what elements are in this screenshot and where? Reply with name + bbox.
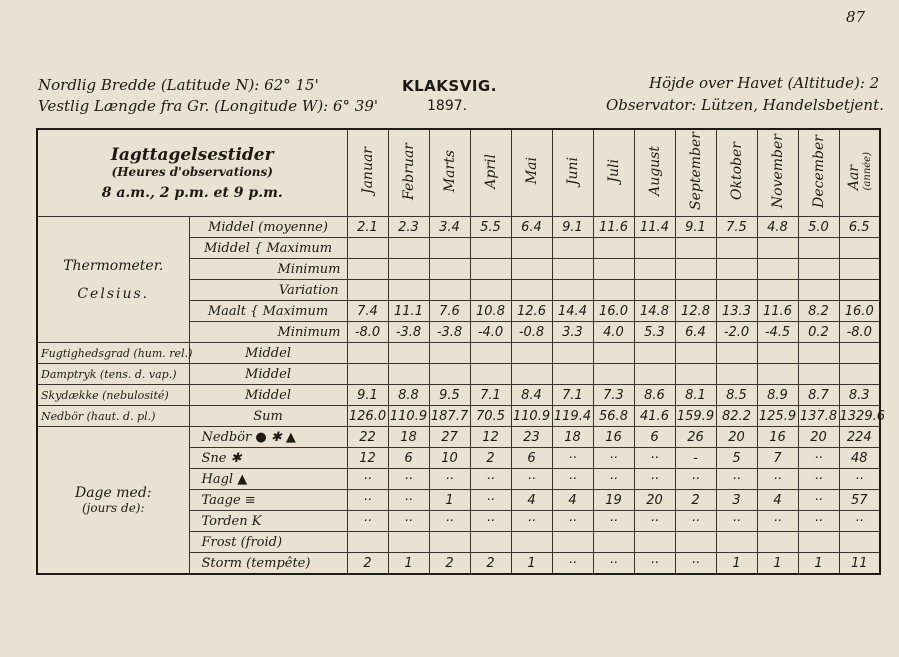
year-value-cell: ·· <box>839 469 880 490</box>
mean-label: Middel (moyenne) <box>189 217 347 238</box>
value-cell <box>347 259 388 280</box>
value-cell: 5.0 <box>798 217 839 238</box>
days-label-cell <box>37 427 189 575</box>
value-cell: 125.9 <box>757 406 798 427</box>
year-value-cell <box>839 280 880 301</box>
value-cell <box>798 532 839 553</box>
value-cell: 14.4 <box>552 301 593 322</box>
value-cell <box>552 238 593 259</box>
value-cell: 1 <box>798 553 839 575</box>
year-value-cell: 48 <box>839 448 880 469</box>
value-cell: -3.8 <box>388 322 429 343</box>
value-cell <box>552 532 593 553</box>
value-cell <box>593 280 634 301</box>
value-cell <box>388 343 429 364</box>
value-cell: 7 <box>757 448 798 469</box>
value-cell <box>716 532 757 553</box>
value-cell: 2 <box>470 448 511 469</box>
value-cell <box>388 280 429 301</box>
value-cell <box>593 238 634 259</box>
value-cell: 8.6 <box>634 385 675 406</box>
value-cell: 11.1 <box>388 301 429 322</box>
value-cell <box>347 343 388 364</box>
value-cell: 18 <box>388 427 429 448</box>
value-cell: 6 <box>511 448 552 469</box>
value-cell: ·· <box>388 490 429 511</box>
value-cell: 1 <box>388 553 429 575</box>
month-header: Februar <box>400 142 417 200</box>
value-cell: 1 <box>511 553 552 575</box>
value-cell <box>511 280 552 301</box>
value-cell <box>593 259 634 280</box>
cloud-stat: Middel <box>189 385 347 406</box>
times-value: 8 a.m., 2 p.m. et 9 p.m. <box>101 185 283 201</box>
value-cell: ·· <box>716 469 757 490</box>
year: 1897. <box>427 98 468 114</box>
month-header: Marts <box>441 149 458 193</box>
maximum-label: Maximum <box>266 240 333 256</box>
year-value-cell: 16.0 <box>839 301 880 322</box>
value-cell <box>757 238 798 259</box>
value-cell <box>552 343 593 364</box>
value-cell: 14.8 <box>634 301 675 322</box>
year-label: Aar <box>845 165 862 191</box>
value-cell: 2 <box>347 553 388 575</box>
value-cell <box>716 259 757 280</box>
value-cell <box>757 532 798 553</box>
value-cell <box>347 238 388 259</box>
value-cell <box>429 532 470 553</box>
year-value-cell <box>839 343 880 364</box>
value-cell: 1 <box>716 553 757 575</box>
value-cell: ·· <box>798 511 839 532</box>
value-cell: 5.5 <box>470 217 511 238</box>
value-cell: ·· <box>593 553 634 575</box>
value-cell: 4 <box>757 490 798 511</box>
value-cell: ·· <box>757 511 798 532</box>
value-cell: 20 <box>798 427 839 448</box>
value-cell: 3 <box>716 490 757 511</box>
value-cell <box>798 238 839 259</box>
mean-temp-row <box>37 217 880 238</box>
value-cell <box>552 364 593 385</box>
mean-maximum-label: Middel { Maximum <box>189 238 347 259</box>
middel-label: Middel <box>203 240 250 256</box>
value-cell: -8.0 <box>347 322 388 343</box>
cloud-row <box>37 385 880 406</box>
value-cell: -3.8 <box>429 322 470 343</box>
value-cell: 22 <box>347 427 388 448</box>
value-cell: 126.0 <box>347 406 388 427</box>
value-cell: 16.0 <box>593 301 634 322</box>
value-cell: 0.2 <box>798 322 839 343</box>
value-cell: 6.4 <box>511 217 552 238</box>
value-cell <box>388 532 429 553</box>
value-cell <box>634 238 675 259</box>
longitude-line: Vestlig Længde fra Gr. (Longitude W): 6° 39' <box>38 97 379 115</box>
value-cell: 2.3 <box>388 217 429 238</box>
value-cell: 2 <box>429 553 470 575</box>
value-cell <box>552 280 593 301</box>
vapor-row <box>37 364 880 385</box>
value-cell <box>511 532 552 553</box>
value-cell <box>634 364 675 385</box>
observer-line: Observator: Lützen, Handelsbetjent. <box>606 96 884 114</box>
year-value-cell: 8.3 <box>839 385 880 406</box>
year-value-cell: 224 <box>839 427 880 448</box>
value-cell: 1 <box>757 553 798 575</box>
value-cell: -0.8 <box>511 322 552 343</box>
year-sublabel: (année) <box>861 151 873 191</box>
value-cell: ·· <box>347 490 388 511</box>
value-cell: ·· <box>470 469 511 490</box>
value-cell: 2 <box>470 553 511 575</box>
value-cell <box>757 259 798 280</box>
value-cell: 10 <box>429 448 470 469</box>
value-cell: ·· <box>552 469 593 490</box>
altitude-line: Höjde over Havet (Altitude): 2 <box>649 74 880 92</box>
value-cell <box>347 280 388 301</box>
maalt-minimum-label: Minimum <box>189 322 347 343</box>
value-cell: 16 <box>593 427 634 448</box>
value-cell: ·· <box>716 511 757 532</box>
value-cell: 9.1 <box>347 385 388 406</box>
celsius-label: Celsius. <box>77 285 150 302</box>
value-cell: 6 <box>388 448 429 469</box>
value-cell <box>675 238 716 259</box>
value-cell <box>716 238 757 259</box>
year-value-cell: 11 <box>839 553 880 575</box>
precip-row <box>37 406 880 427</box>
value-cell: 13.3 <box>716 301 757 322</box>
value-cell: -4.5 <box>757 322 798 343</box>
value-cell: ·· <box>634 511 675 532</box>
value-cell: 11.4 <box>634 217 675 238</box>
value-cell: ·· <box>511 511 552 532</box>
value-cell: 12 <box>347 448 388 469</box>
value-cell: 10.8 <box>470 301 511 322</box>
year-value-cell: 1329.6 <box>839 406 880 427</box>
days-row <box>37 427 880 448</box>
value-cell: 8.8 <box>388 385 429 406</box>
value-cell: 4.0 <box>593 322 634 343</box>
days-category: Sne ✱ <box>189 448 347 469</box>
year-header <box>839 129 880 217</box>
value-cell <box>388 364 429 385</box>
value-cell <box>429 364 470 385</box>
value-cell: 11.6 <box>593 217 634 238</box>
value-cell: ·· <box>552 448 593 469</box>
month-header: December <box>810 134 827 208</box>
maalt-maximum-label: Maalt { Maximum <box>189 301 347 322</box>
value-cell <box>593 364 634 385</box>
year-value-cell <box>839 238 880 259</box>
humidity-stat: Middel <box>189 343 347 364</box>
value-cell <box>470 532 511 553</box>
value-cell: 8.1 <box>675 385 716 406</box>
value-cell: ·· <box>429 469 470 490</box>
value-cell: 6 <box>634 427 675 448</box>
value-cell: 12.8 <box>675 301 716 322</box>
value-cell <box>675 343 716 364</box>
value-cell: 6.4 <box>675 322 716 343</box>
value-cell: 82.2 <box>716 406 757 427</box>
vapor-label: Damptryk (tens. d. vap.) <box>37 364 189 385</box>
value-cell: 12.6 <box>511 301 552 322</box>
value-cell <box>798 364 839 385</box>
month-header: November <box>769 133 786 209</box>
value-cell <box>716 364 757 385</box>
maalt-max-label: Maximum <box>262 303 329 319</box>
vapor-stat: Middel <box>189 364 347 385</box>
value-cell: 27 <box>429 427 470 448</box>
value-cell: ·· <box>798 490 839 511</box>
value-cell: 8.4 <box>511 385 552 406</box>
days-category: Taage ≡ <box>189 490 347 511</box>
month-header: September <box>687 132 704 210</box>
value-cell <box>347 364 388 385</box>
value-cell: 110.9 <box>511 406 552 427</box>
value-cell: 110.9 <box>388 406 429 427</box>
value-cell: ·· <box>593 511 634 532</box>
value-cell: 11.6 <box>757 301 798 322</box>
observation-table <box>36 128 885 575</box>
value-cell: 1 <box>429 490 470 511</box>
value-cell <box>552 259 593 280</box>
value-cell <box>798 343 839 364</box>
value-cell: 19 <box>593 490 634 511</box>
value-cell <box>593 532 634 553</box>
value-cell: 26 <box>675 427 716 448</box>
value-cell: 8.5 <box>716 385 757 406</box>
value-cell: ·· <box>552 553 593 575</box>
value-cell: 2 <box>675 490 716 511</box>
value-cell <box>757 343 798 364</box>
value-cell: ·· <box>347 469 388 490</box>
value-cell <box>511 364 552 385</box>
value-cell: 8.2 <box>798 301 839 322</box>
value-cell <box>675 364 716 385</box>
value-cell: -2.0 <box>716 322 757 343</box>
value-cell: ·· <box>798 469 839 490</box>
value-cell: 8.7 <box>798 385 839 406</box>
value-cell <box>511 343 552 364</box>
value-cell: -4.0 <box>470 322 511 343</box>
days-category: Frost (froid) <box>189 532 347 553</box>
value-cell <box>593 343 634 364</box>
value-cell <box>388 259 429 280</box>
value-cell: 23 <box>511 427 552 448</box>
value-cell <box>634 532 675 553</box>
value-cell <box>470 259 511 280</box>
humidity-label: Fugtighedsgrad (hum. rel.) <box>37 343 189 364</box>
value-cell: 12 <box>470 427 511 448</box>
value-cell: ·· <box>798 448 839 469</box>
month-header: April <box>482 153 499 189</box>
value-cell <box>675 280 716 301</box>
value-cell: 2.1 <box>347 217 388 238</box>
month-header: Juni <box>564 156 581 186</box>
value-cell: 7.4 <box>347 301 388 322</box>
value-cell: ·· <box>470 490 511 511</box>
value-cell: 8.9 <box>757 385 798 406</box>
days-category: Storm (tempête) <box>189 553 347 575</box>
value-cell <box>634 259 675 280</box>
mean-minimum-label: Minimum <box>189 259 347 280</box>
value-cell <box>675 532 716 553</box>
value-cell: 18 <box>552 427 593 448</box>
value-cell: 3.3 <box>552 322 593 343</box>
value-cell: 3.4 <box>429 217 470 238</box>
station-name: KLAKSVIG. <box>402 77 497 95</box>
value-cell <box>429 259 470 280</box>
thermometer-label: Thermometer. <box>63 257 164 274</box>
days-category: Nedbör ● ✱ ▲ <box>189 427 347 448</box>
month-header: Mai <box>523 157 540 185</box>
header-row <box>37 129 880 217</box>
year-value-cell <box>839 364 880 385</box>
year-value-cell <box>839 532 880 553</box>
value-cell <box>798 280 839 301</box>
value-cell: 5 <box>716 448 757 469</box>
value-cell <box>798 259 839 280</box>
value-cell: 7.5 <box>716 217 757 238</box>
value-cell: 70.5 <box>470 406 511 427</box>
humidity-row <box>37 343 880 364</box>
value-cell <box>634 280 675 301</box>
value-cell <box>470 343 511 364</box>
value-cell: ·· <box>634 448 675 469</box>
value-cell: ·· <box>388 511 429 532</box>
value-cell <box>757 364 798 385</box>
value-cell <box>757 280 798 301</box>
value-cell <box>470 280 511 301</box>
value-cell: 9.1 <box>675 217 716 238</box>
precip-label: Nedbör (haut. d. pl.) <box>37 406 189 427</box>
value-cell: 16 <box>757 427 798 448</box>
precip-stat: Sum <box>189 406 347 427</box>
value-cell <box>470 364 511 385</box>
value-cell <box>634 343 675 364</box>
value-cell: 5.3 <box>634 322 675 343</box>
month-header: Oktober <box>728 142 745 200</box>
maalt-label: Maalt <box>207 303 247 319</box>
value-cell <box>429 280 470 301</box>
value-cell: 9.5 <box>429 385 470 406</box>
value-cell: 41.6 <box>634 406 675 427</box>
value-cell <box>388 238 429 259</box>
value-cell: 137.8 <box>798 406 839 427</box>
page-number: 87 <box>846 8 866 26</box>
times-title: Iagttagelsestider <box>110 145 274 165</box>
value-cell: ·· <box>552 511 593 532</box>
value-cell: 7.1 <box>552 385 593 406</box>
value-cell <box>716 343 757 364</box>
value-cell: 7.1 <box>470 385 511 406</box>
observation-times-cell <box>37 129 347 217</box>
year-value-cell: ·· <box>839 511 880 532</box>
latitude-line: Nordlig Bredde (Latitude N): 62° 15' <box>38 76 319 94</box>
value-cell: ·· <box>593 469 634 490</box>
value-cell: ·· <box>634 469 675 490</box>
days-category: Torden K <box>189 511 347 532</box>
value-cell <box>511 259 552 280</box>
value-cell: ·· <box>675 511 716 532</box>
value-cell: ·· <box>634 553 675 575</box>
value-cell: 4 <box>511 490 552 511</box>
value-cell <box>675 259 716 280</box>
value-cell <box>347 532 388 553</box>
value-cell <box>511 238 552 259</box>
value-cell: 20 <box>634 490 675 511</box>
value-cell: ·· <box>675 553 716 575</box>
value-cell: 56.8 <box>593 406 634 427</box>
value-cell <box>470 238 511 259</box>
value-cell: 9.1 <box>552 217 593 238</box>
days-sublabel: (jours de): <box>81 501 145 515</box>
value-cell: ·· <box>470 511 511 532</box>
value-cell: ·· <box>593 448 634 469</box>
value-cell <box>429 343 470 364</box>
value-cell: - <box>675 448 716 469</box>
value-cell: ·· <box>757 469 798 490</box>
year-value-cell: 6.5 <box>839 217 880 238</box>
value-cell: 7.3 <box>593 385 634 406</box>
value-cell: ·· <box>511 469 552 490</box>
variation-label: Variation <box>189 280 347 301</box>
value-cell: 187.7 <box>429 406 470 427</box>
month-header: Januar <box>359 147 376 195</box>
thermometer-label-cell <box>37 217 189 343</box>
value-cell: 159.9 <box>675 406 716 427</box>
month-header: Juli <box>605 159 622 183</box>
year-value-cell: -8.0 <box>839 322 880 343</box>
value-cell: 4.8 <box>757 217 798 238</box>
value-cell: 7.6 <box>429 301 470 322</box>
value-cell: ·· <box>347 511 388 532</box>
value-cell: ·· <box>675 469 716 490</box>
value-cell <box>429 238 470 259</box>
year-value-cell: 57 <box>839 490 880 511</box>
days-label: Dage med: <box>74 485 152 501</box>
value-cell: ·· <box>388 469 429 490</box>
cloud-label: Skydække (nebulosité) <box>37 385 189 406</box>
value-cell: 20 <box>716 427 757 448</box>
value-cell: 119.4 <box>552 406 593 427</box>
value-cell: ·· <box>429 511 470 532</box>
days-category: Hagl ▲ <box>189 469 347 490</box>
year-value-cell <box>839 259 880 280</box>
month-header: August <box>646 146 663 196</box>
value-cell: 4 <box>552 490 593 511</box>
value-cell <box>716 280 757 301</box>
times-subtitle: (Heures d'observations) <box>111 165 273 179</box>
